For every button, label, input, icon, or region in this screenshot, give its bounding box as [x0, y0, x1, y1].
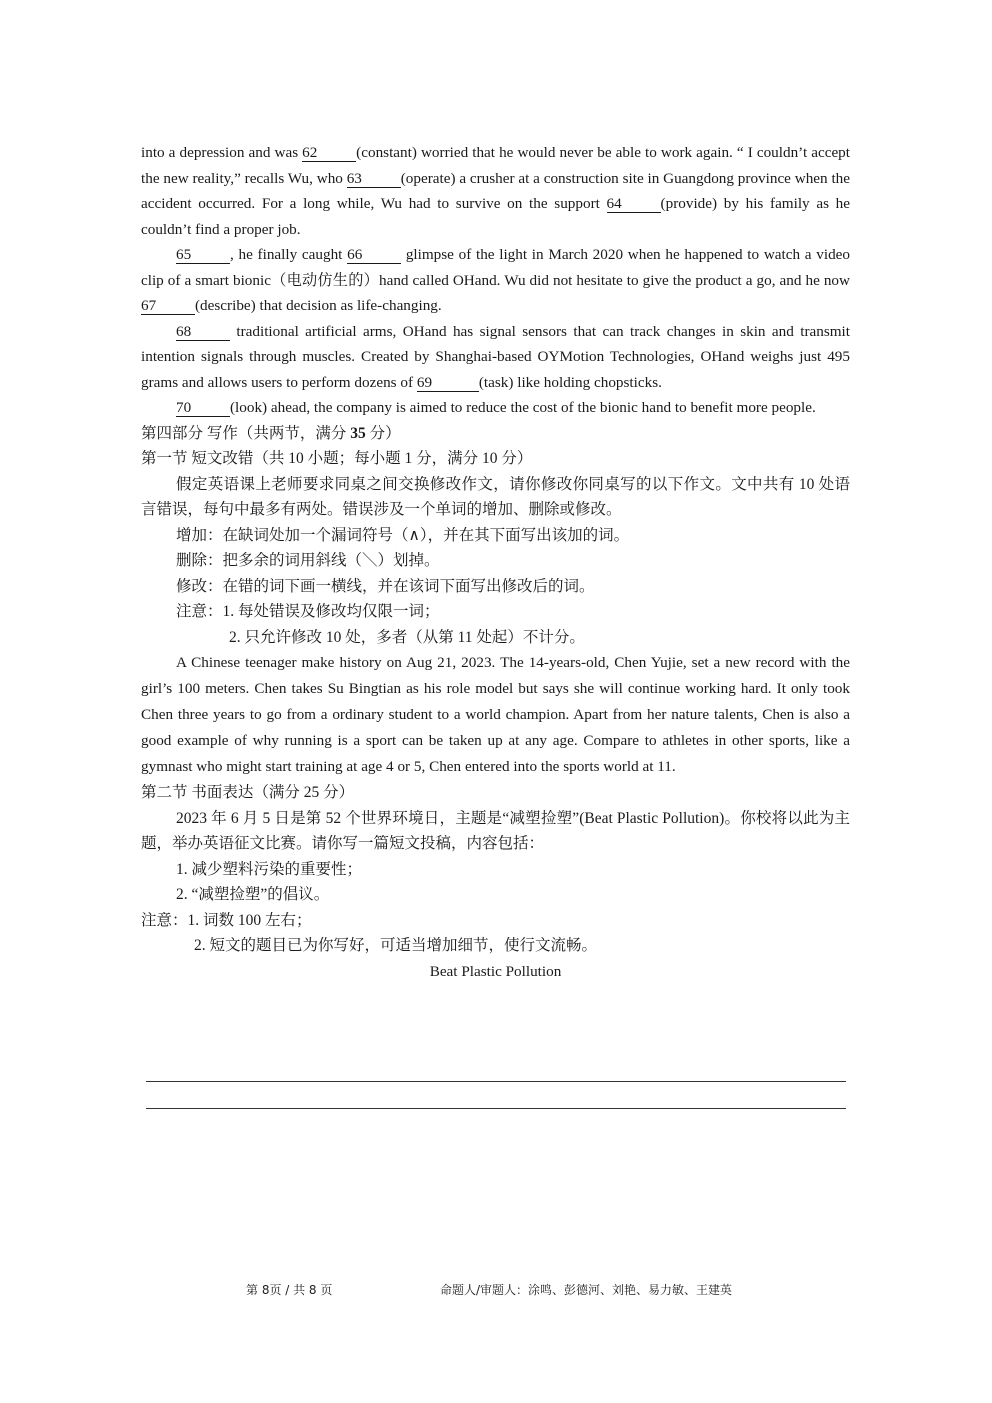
- blank-62[interactable]: 62: [302, 144, 356, 162]
- error-correction-essay: A Chinese teenager make history on Aug 21, 2023. The 14-years-old, Chen Yujie, set a new record with the girl’s 100 meters. Chen takes Su Bingtian as his role model but says she will continue working hard. It only took Chen three years to go from a ordinary student to a world champion. Apart from her nature talents, Chen is also a good example of why running is a sport can be taken up at any age. Compare to athletes in other sports, like a gymnast who might start training at age 4 or 5, Chen entered into the sports world at 11.: [141, 654, 850, 775]
- passage-paragraph-4: [141, 395, 850, 421]
- passage-paragraph-3: [141, 319, 850, 396]
- instruction-note-2: 2. 只允许修改 10 处，多者（从第 11 处起）不计分。: [229, 628, 585, 646]
- passage-paragraph-2: [141, 242, 850, 319]
- blank-70[interactable]: 70: [176, 399, 230, 417]
- blank-64[interactable]: 64: [607, 195, 661, 213]
- writing-point-2: 2. “减塑捡塑”的倡议。: [176, 886, 330, 903]
- writing-note-2: 2. 短文的题目已为你写好，可适当增加细节，使行文流畅。: [194, 937, 598, 954]
- passage-text: , he finally caught: [230, 246, 348, 263]
- essay-title: Beat Plastic Pollution: [429, 962, 562, 980]
- heading-text: 第四部分 写作（共两节，满分: [141, 424, 351, 442]
- blank-67[interactable]: 67: [141, 297, 195, 315]
- instruction-modify: 修改：在错的词下画一横线，并在该词下面写出修改后的词。: [176, 577, 595, 595]
- writing-note-1: 注意：1. 词数 100 左右；: [141, 911, 312, 929]
- heading-score: 35: [350, 424, 366, 442]
- section1-title: 第一节 短文改错（共 10 小题；每小题 1 分，满分 10 分）: [141, 450, 533, 467]
- answer-line-1[interactable]: [146, 1081, 846, 1082]
- passage-text: into a depression and was: [141, 144, 303, 161]
- blank-63[interactable]: 63: [347, 170, 401, 188]
- passage-text: (operate) a crusher at a construction site in Guangdong province when the accident occurred. For a long while, Wu had to survive on the support: [141, 169, 851, 212]
- passage-text: (task) like holding chopsticks.: [478, 373, 662, 391]
- writing-prompt: 2023 年 6 月 5 日是第 52 个世界环境日，主题是“减塑捡塑”(Beat Plastic Pollution)。你校将以此为主题，举办英语征文比赛。请你写一篇短文投稿，内容包括：: [141, 809, 850, 852]
- passage-text: (look) ahead, the company is aimed to reduce the cost of the bionic hand to benefit more people.: [230, 399, 816, 416]
- answer-line-2[interactable]: [146, 1108, 846, 1109]
- footer-page-number: 第 8页 / 共 8 页: [246, 1283, 333, 1297]
- blank-65[interactable]: 65: [176, 246, 230, 264]
- section1-instruction: 假定英语课上老师要求同桌之间交换修改作文，请你修改你同桌写的以下作文。文中共有 10 处语言错误，每句中最多有两处。错误涉及一个单词的增加、删除或修改。: [141, 475, 850, 518]
- writing-point-1: 1. 减少塑料污染的重要性；: [176, 860, 363, 878]
- passage-text: glimpse of the light in March 2020 when he happened to watch a video clip of a smart bionic（电动仿生的）hand called OHand. Wu did not hesitate to give the product a go, and he now: [141, 246, 851, 289]
- passage-text: (constant) worried that he would never be able to work again. “ I couldn’t accept the new reality,” recalls Wu, who: [141, 144, 850, 187]
- blank-69[interactable]: 69: [417, 374, 479, 392]
- passage-paragraph-1: [141, 140, 850, 242]
- blank-68[interactable]: 68: [176, 323, 230, 341]
- instruction-add: 增加：在缺词处加一个漏词符号（∧），并在其下面写出该加的词。: [176, 526, 630, 544]
- blank-66[interactable]: 66: [347, 246, 401, 264]
- passage-text: (describe) that decision as life-changing.: [195, 297, 442, 314]
- instruction-note-1: 注意：1. 每处错误及修改均仅限一词；: [176, 603, 440, 620]
- instruction-delete: 删除：把多余的词用斜线（＼）划掉。: [176, 552, 440, 569]
- section2-title: 第二节 书面表达（满分 25 分）: [141, 784, 355, 801]
- document-body: [141, 140, 850, 984]
- passage-text: traditional artificial arms, OHand has signal sensors that can track changes in skin and transmit intention signals through muscles. Created by Shanghai-based OYMotion Technologies, OHand weighs just 495 grams and allows users to perform dozens of: [141, 322, 850, 391]
- passage-text: (provide) by his family as he couldn’t find a proper job.: [141, 195, 850, 238]
- part4-heading: [141, 421, 850, 447]
- heading-text: 分）: [365, 424, 401, 442]
- footer-authors: 命题人/审题人：涂鸣、彭德河、刘艳、易力敏、王建英: [440, 1283, 733, 1297]
